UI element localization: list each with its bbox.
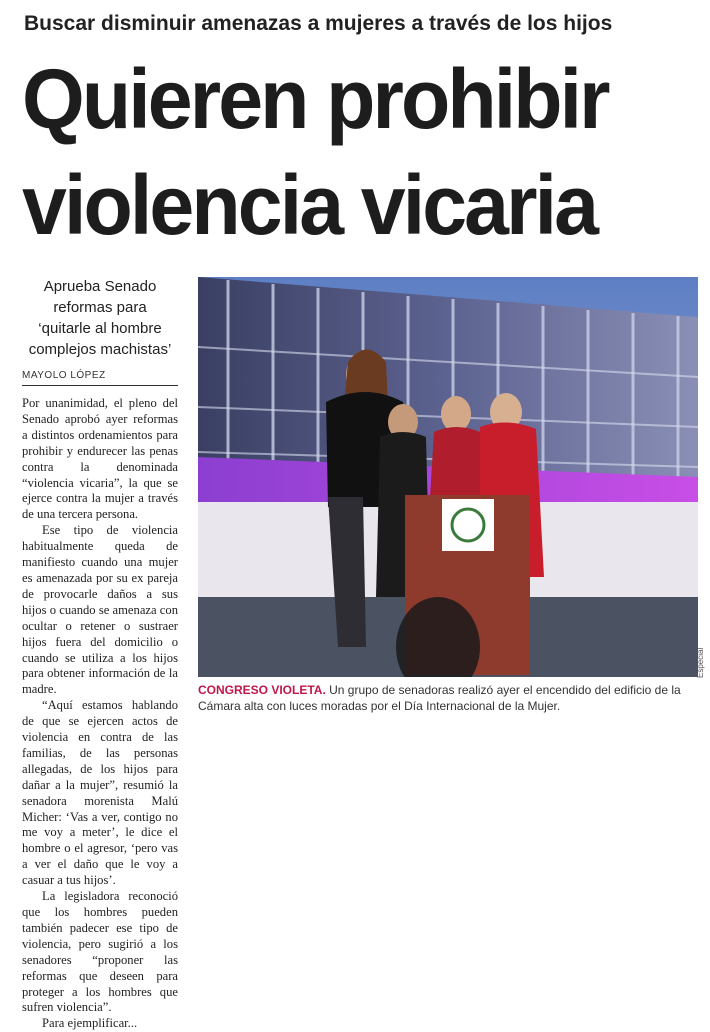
caption-text: Un grupo de senadoras realizó ayer el encendido del edificio de la Cámara alta con luces moradas por el Día Internacional de la Mujer.: [198, 683, 681, 713]
caption-label: CONGRESO VIOLETA.: [198, 683, 326, 697]
article-photo: [198, 277, 698, 677]
deck-line: ‘quitarle al hombre: [38, 320, 162, 337]
senate-building-illustration: [198, 277, 698, 677]
photo-caption: [198, 682, 698, 714]
senate-emblem: [442, 499, 494, 551]
headline-line-1: Quieren prohibir: [22, 52, 608, 146]
deck-line: reformas para: [53, 299, 147, 316]
article-body: [22, 396, 178, 1032]
body-paragraph: Para ejemplificar...: [42, 1016, 138, 1031]
article-kicker: Buscar disminuir amenazas a mujeres a través de los hijos: [24, 12, 613, 35]
body-paragraph: La legisladora reconoció que los hombres pueden también padecer ese tipo de violencia, pero sugirió a los senadores “proponer las reformas que deseen para proteger a los hombres que sufren violencia”.: [22, 889, 178, 1015]
article-deck: [22, 276, 178, 360]
deck-column: [22, 276, 178, 386]
article-byline: MAYOLO LÓPEZ: [22, 370, 178, 386]
deck-line: Aprueba Senado: [43, 278, 157, 295]
photo-credit: Especial: [696, 647, 705, 678]
body-paragraph: Por unanimidad, el pleno del Senado aprobó ayer reformas a distintos ordenamientos para prohibir y endurecer las penas contra la denominada “violencia vicaria”, la que se ejerce contra la mujer a través de una tercera persona.: [22, 396, 178, 522]
article-headline: [22, 46, 675, 258]
body-paragraph: Ese tipo de violencia habitualmente queda de manifiesto cuando una mujer es amenazada por su ex pareja de provocarle daños a sus hijos o cuando se amenaza con ocultar o retener o sustraer hijos fuera del domicilio o cuando se utiliza a los hijos para obtener información de la madre.: [22, 523, 178, 697]
headline-line-2: violencia vicaria: [22, 158, 597, 252]
body-paragraph: “Aquí estamos hablando de que se ejercen actos de violencia en contra de las familias, de las personas allegadas, de los hijos para dañar a la mujer”, resumió la senadora morenista Malú Micher: ‘Vas a ver, contigo no me voy a meter’, le dice el hombre o el agresor, ‘pero vas a ver el daño que le voy a casuar a tus hijos’.: [22, 698, 178, 888]
deck-line: complejos machistas’: [28, 341, 172, 358]
